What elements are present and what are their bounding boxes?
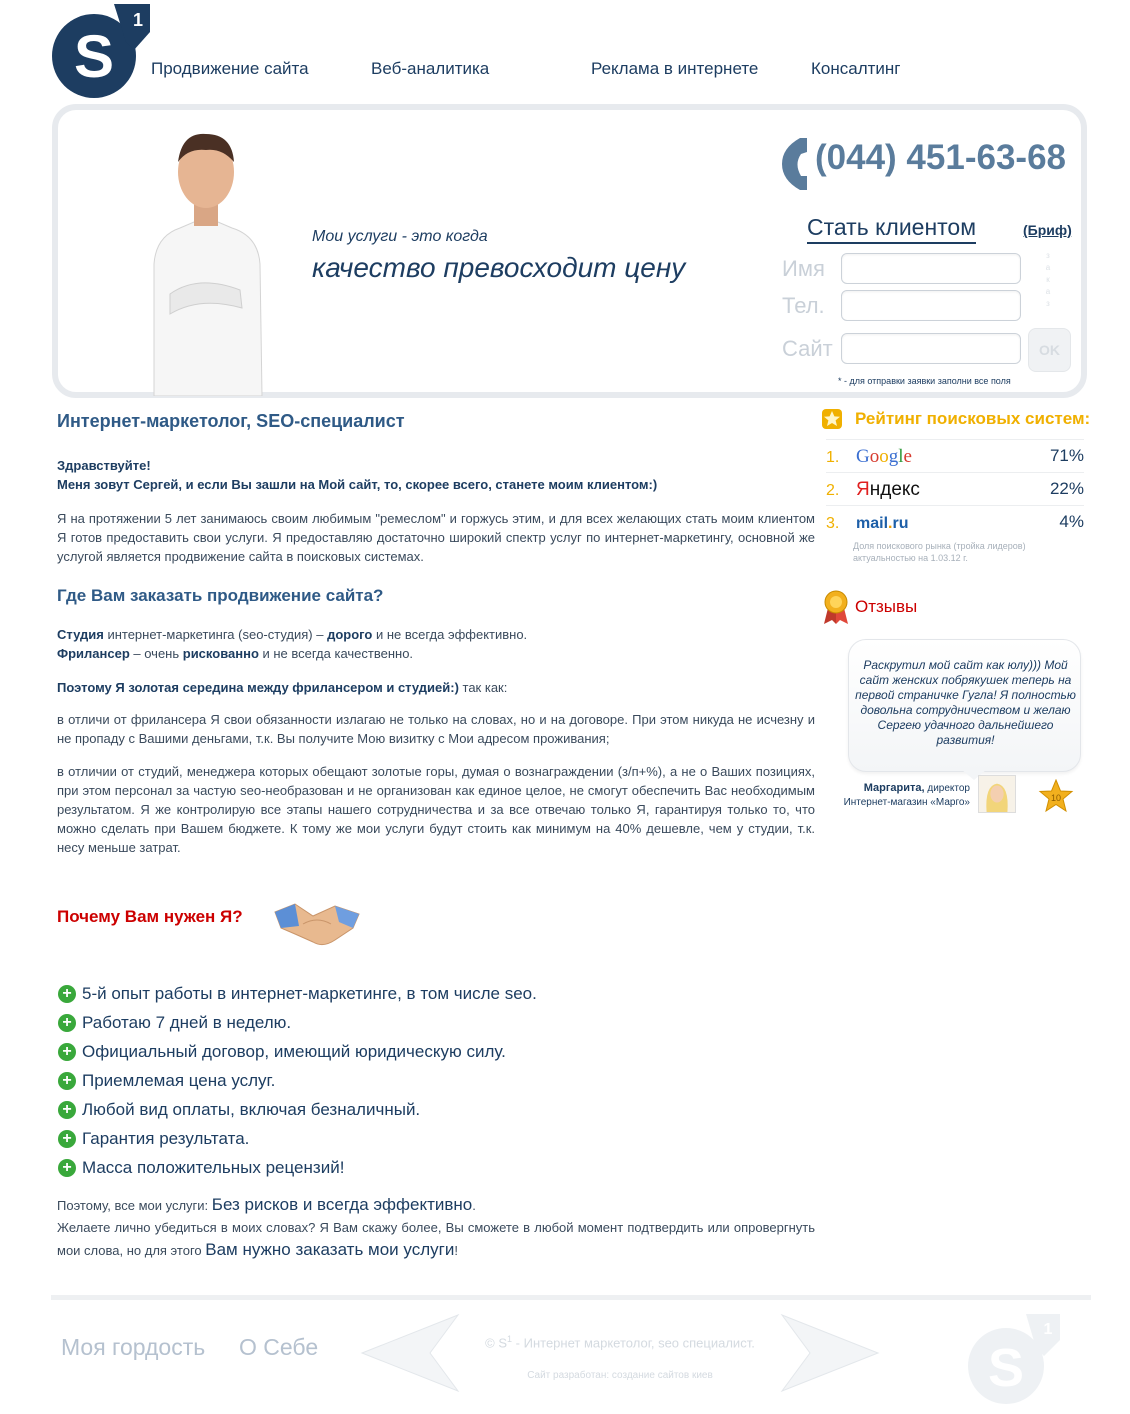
google-logo: Google (856, 446, 912, 467)
become-client-title: Стать клиентом (807, 214, 976, 244)
benefit-text: Приемлемая цена услуг. (82, 1071, 276, 1090)
footer-divider (51, 1295, 1091, 1300)
nav-seo[interactable]: Продвижение сайта (151, 59, 309, 78)
rating-star-icon (1038, 779, 1074, 813)
phone-input[interactable] (841, 290, 1021, 321)
main-content (57, 404, 815, 1259)
studio-text: интернет-маркетинга (seo-студия) – (103, 627, 328, 642)
site-input[interactable] (841, 333, 1021, 364)
rating-pct: 4% (1059, 512, 1084, 531)
nav-consulting[interactable]: Консалтинг (811, 59, 901, 78)
benefit-item (57, 1066, 537, 1095)
paragraph-freelancer: в отличи от фрилансера Я свои обязанности излагаю не только на словах, но и на договоре. При этом никуда не исчезну и не пропаду с Вашими деньгами, т.к. Вы получите Мою визитку с Мои адресом проживания; (57, 712, 815, 746)
paragraph-studios: в отличии от студий, менеджера которых обещают золотые горы, думая о вознаграждении (з/п+%), а не о Ваших позициях, при этом персонал за частую seo-необразован и не организован как единое целое, не смогут обеспечить Вас необходимым результатом. Я же контролирую все этапы нашего сотрудничества и за все отвечаю только Я, гарантируя только то, что можно сделать при Вашем бюджете. К тому же мои услуги будут стоить как минимум на 40% дешевле, чем у студии, т.к. несу меньше затрат. (57, 764, 815, 855)
reviewer-name: Маргарита, (863, 782, 925, 794)
arrow-right-icon[interactable] (780, 1313, 880, 1393)
benefit-item (57, 1008, 537, 1037)
middle-tail: так как: (458, 680, 508, 695)
benefits-list (57, 979, 537, 1182)
plus-icon: + (58, 1072, 76, 1090)
star-badge-icon (821, 408, 843, 430)
benefit-text: Работаю 7 дней в неделю. (82, 1013, 292, 1032)
phone-icon (780, 136, 810, 192)
outro-text: Поэтому, все мои услуги: (57, 1198, 212, 1213)
studio-strong: дорого (327, 627, 373, 642)
benefit-text: Масса положительных рецензий! (82, 1158, 345, 1177)
benefit-text: 5-й опыт работы в интернет-маркетинге, в том числе seo. (82, 984, 537, 1003)
benefit-text: Любой вид оплаты, включая безналичный. (82, 1100, 421, 1119)
form-note: * - для отправки заявки заполни все поля (838, 376, 1011, 386)
rating-row (826, 439, 1084, 472)
outro (57, 1194, 815, 1262)
intro-bold: Меня зовут Сергей, и если Вы зашли на Мой сайт, то, скорее всего, станете моим клиентом:) (57, 477, 658, 492)
hero-panel (52, 104, 1087, 398)
arrow-left-icon[interactable] (360, 1313, 460, 1393)
submit-button[interactable]: OK (1028, 328, 1071, 372)
freelancer-tail: и не всегда качественно. (258, 646, 414, 661)
medal-icon (822, 590, 850, 624)
freelancer-text: – очень (129, 646, 183, 661)
svg-text:1: 1 (1043, 1321, 1053, 1338)
rating-num: 2. (826, 482, 840, 499)
freelancer-term: Фрилансер (57, 646, 130, 661)
name-input[interactable] (841, 253, 1021, 284)
rating-title: Рейтинг поисковых систем: (855, 409, 1091, 428)
benefit-text: Официальный договор, имеющий юридическую силу. (82, 1042, 506, 1061)
intro-paragraph: Я на протяжении 5 лет занимаюсь своим любимым "ремеслом" и горжусь этим, и для всех желающих стать моим клиентом Я готов предоставить свои услуги. Я предоставляю достаточно широкий спектр услуг по интернет-маркетингу, основной же услугой является продвижение сайта в поисковых системах. (57, 511, 815, 564)
mailru-logo: mail.ru (856, 515, 909, 532)
benefit-item (57, 1153, 537, 1182)
rating-row (826, 472, 1084, 505)
benefit-item (57, 979, 537, 1008)
copyright: © $S^1$ - Интернет маркетолог, seo специалист. (485, 1334, 755, 1351)
review-text: Раскрутил мой сайт как юлу))) Мой сайт женских побрякушек теперь на первой страничке Гугла! Я полностью довольна сотрудничеством и желаю Сергею удачного дальнейшего развития! (855, 658, 1076, 747)
phone-number[interactable]: (044) 451-63-68 (815, 138, 1066, 177)
outro-strong: Без рисков и всегда эффективно (211, 1195, 473, 1214)
brief-link[interactable]: (Бриф) (1023, 222, 1072, 238)
freelancer-strong: рискованно (182, 646, 259, 661)
tagline-big: качество превосходит цену (312, 252, 686, 283)
plus-icon: + (58, 1101, 76, 1119)
studio-term: Студия (57, 627, 104, 642)
reviewer-role: директор (924, 783, 970, 794)
svg-text:S: S (987, 1338, 1025, 1398)
reviewer-company: Интернет-магазин «Марго» (843, 797, 970, 808)
site-label: Сайт (782, 336, 833, 361)
footer-link-about[interactable]: О Себе (239, 1334, 319, 1360)
outro2-end: ! (454, 1243, 458, 1258)
rating-pct: 71% (1049, 446, 1084, 465)
rating-note: Доля поискового рынка (тройка лидеров) актуальностью на 1.03.12 г. (853, 541, 1026, 563)
comparison (57, 625, 815, 663)
person-photo (136, 124, 276, 396)
benefit-item (57, 1124, 537, 1153)
svg-text:10: 10 (1050, 793, 1062, 803)
phone-label: Тел. (782, 293, 825, 318)
nav-ads[interactable]: Реклама в интернете (591, 59, 759, 78)
middle-bold: Поэтому Я золотая середина между фрилансером и студией:) (57, 680, 459, 695)
outro2-text: Желаете лично убедиться в моих словах? Я Вам скажу более, Вы сможете в любой момент подтвердить или опровергнуть мои слова, но для этого (57, 1220, 815, 1258)
name-label: Имя (782, 256, 825, 281)
plus-icon: + (58, 1014, 76, 1032)
plus-icon: + (58, 1130, 76, 1148)
s1-logo[interactable] (50, 4, 152, 100)
plus-icon: + (58, 1159, 76, 1177)
rating-num: 1. (826, 449, 840, 466)
review-bubble (848, 639, 1081, 772)
page-title: Интернет-маркетолог, SEO-специалист (57, 411, 405, 431)
footer-logo (966, 1314, 1062, 1406)
yandex-logo: Яндекс (856, 479, 920, 500)
svg-text:S: S (73, 23, 115, 90)
rating-num: 3. (826, 515, 840, 532)
developer-credit[interactable]: Сайт разработан: создание сайтов киев (527, 1370, 713, 1381)
outro2-strong: Вам нужно заказать мои услуги (205, 1240, 455, 1259)
rating-row (826, 505, 1084, 538)
avatar (978, 775, 1016, 813)
footer-link-pride[interactable]: Моя гордость (61, 1334, 206, 1360)
where-title: Где Вам заказать продвижение сайта? (57, 586, 384, 605)
benefit-text: Гарантия результата. (82, 1129, 250, 1148)
benefit-item (57, 1037, 537, 1066)
benefit-item (57, 1095, 537, 1124)
rating-pct: 22% (1049, 479, 1084, 498)
reviews-title: Отзывы (855, 597, 918, 616)
nav-analytics[interactable]: Веб-аналитика (371, 59, 490, 78)
why-title: Почему Вам нужен Я? (57, 907, 243, 926)
tagline-small: Мои услуги - это когда (312, 228, 488, 245)
order-vertical-text: з а к а з (1045, 251, 1051, 308)
handshake-icon (273, 894, 361, 952)
outro-end: . (472, 1198, 476, 1213)
plus-icon: + (58, 985, 76, 1003)
reviewer-info (830, 781, 970, 810)
middle-line (57, 678, 815, 697)
plus-icon: + (58, 1043, 76, 1061)
greeting: Здравствуйте! (57, 458, 151, 473)
studio-tail: и не всегда эффективно. (372, 627, 528, 642)
svg-text:1: 1 (132, 10, 144, 30)
